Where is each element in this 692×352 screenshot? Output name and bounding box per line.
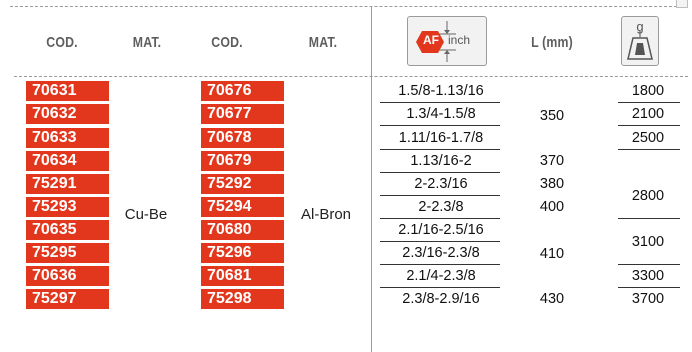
code-cell: 70681 xyxy=(201,266,284,286)
size-row-rule xyxy=(380,264,500,265)
size-row-rule xyxy=(380,172,500,173)
size-cell: 1.11/16-1.7/8 xyxy=(398,130,484,146)
size-row-rule xyxy=(380,125,500,126)
top-dashed-rule xyxy=(10,6,682,7)
code-cell: 75298 xyxy=(201,289,284,309)
af-unit-label: inch xyxy=(448,33,471,47)
code-cell: 75292 xyxy=(201,174,284,194)
size-cell: 2-2.3/8 xyxy=(418,199,464,215)
weight-cell: 1800 xyxy=(631,83,665,99)
weight-cell: 3100 xyxy=(631,234,665,250)
size-row-rule xyxy=(380,195,500,196)
length-cell: 370 xyxy=(539,153,565,169)
code-cell: 70680 xyxy=(201,220,284,240)
code-cell: 75296 xyxy=(201,243,284,263)
code-cell: 70677 xyxy=(201,104,284,124)
code-cell: 70635 xyxy=(26,220,109,240)
weight-row-rule xyxy=(618,218,680,219)
code-cell: 70632 xyxy=(26,104,109,124)
size-row-rule xyxy=(380,241,500,242)
code-cell: 75294 xyxy=(201,197,284,217)
material-right: Al-Bron xyxy=(300,206,352,223)
size-row-rule xyxy=(380,149,500,150)
header-mat-1: MAT. xyxy=(132,34,162,51)
code-cell: 75291 xyxy=(26,174,109,194)
code-cell: 75295 xyxy=(26,243,109,263)
length-cell: 410 xyxy=(539,246,565,262)
code-cell: 70633 xyxy=(26,128,109,148)
across-flats-inch-icon xyxy=(407,16,487,66)
size-cell: 1.3/4-1.5/8 xyxy=(406,106,476,122)
code-cell: 70631 xyxy=(26,81,109,101)
size-cell: 2.1/16-2.5/16 xyxy=(398,222,484,238)
size-cell: 1.5/8-1.13/16 xyxy=(398,83,484,99)
length-cell: 380 xyxy=(539,176,565,192)
length-cell: 350 xyxy=(539,108,565,124)
code-cell: 70636 xyxy=(26,266,109,286)
af-badge-label: AF xyxy=(423,33,439,47)
length-cell: 430 xyxy=(539,291,565,307)
size-cell: 2.3/8-2.9/16 xyxy=(402,291,480,307)
code-cell: 70678 xyxy=(201,128,284,148)
size-cell: 2.1/4-2.3/8 xyxy=(406,268,476,284)
size-row-rule xyxy=(380,102,500,103)
header-cod-2: COD. xyxy=(211,34,243,51)
weight-icon xyxy=(621,16,659,66)
weight-row-rule xyxy=(618,264,680,265)
weight-cell: 2100 xyxy=(631,106,665,122)
code-cell: 70634 xyxy=(26,151,109,171)
weight-row-rule xyxy=(618,125,680,126)
corner-mark xyxy=(676,0,688,8)
code-cell: 75297 xyxy=(26,289,109,309)
weight-cell: 2500 xyxy=(631,130,665,146)
column-separator xyxy=(371,6,372,352)
weight-cell: 3700 xyxy=(631,291,665,307)
header-length: L (mm) xyxy=(531,34,573,51)
header-mat-2: MAT. xyxy=(308,34,338,51)
weight-row-rule xyxy=(618,149,680,150)
code-cell: 70676 xyxy=(201,81,284,101)
size-row-rule xyxy=(380,218,500,219)
size-cell: 1.13/16-2 xyxy=(410,153,472,169)
header-cod-1: COD. xyxy=(46,34,78,51)
size-row-rule xyxy=(380,287,500,288)
code-cell: 75293 xyxy=(26,197,109,217)
weight-row-rule xyxy=(618,287,680,288)
code-cell: 70679 xyxy=(201,151,284,171)
weight-unit-label: g xyxy=(636,19,644,34)
material-left: Cu-Be xyxy=(124,206,168,223)
size-cell: 2.3/16-2.3/8 xyxy=(402,245,480,261)
size-cell: 2-2.3/16 xyxy=(414,176,468,192)
length-cell: 400 xyxy=(539,199,565,215)
weight-cell: 3300 xyxy=(631,268,665,284)
weight-cell: 2800 xyxy=(631,188,665,204)
header-divider xyxy=(14,76,688,77)
weight-row-rule xyxy=(618,102,680,103)
